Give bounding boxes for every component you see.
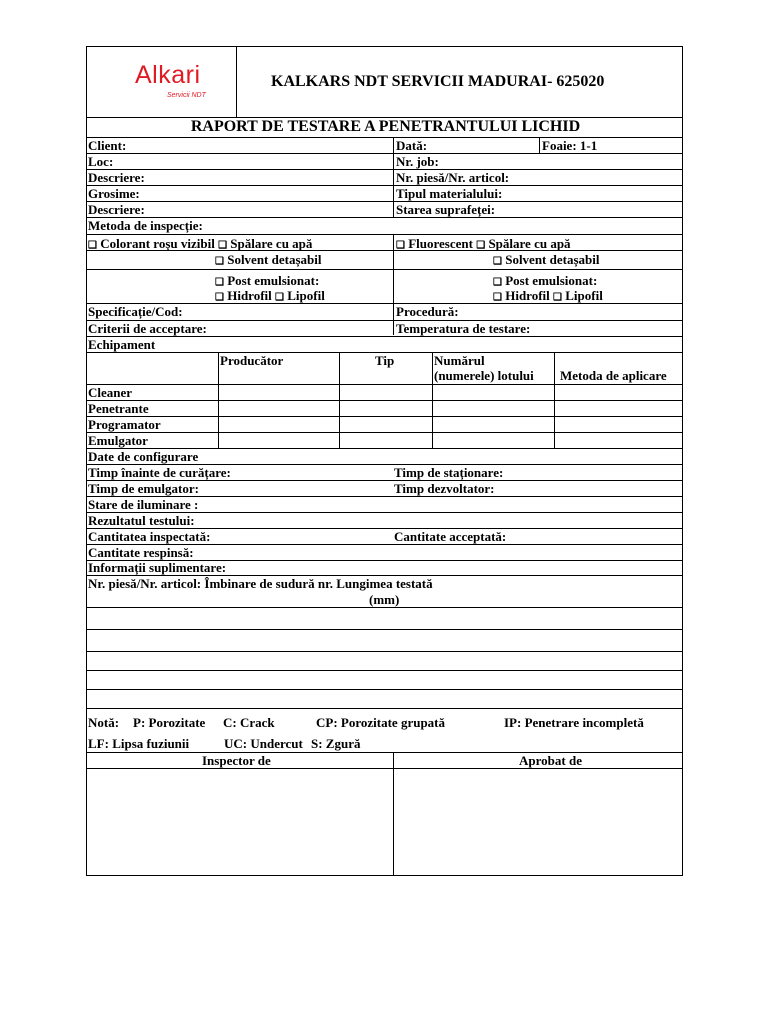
description2-label: Descriere:	[88, 202, 145, 217]
lot-number-header-line1: Numărul	[434, 353, 485, 368]
checkbox-icon: ❑	[215, 277, 224, 288]
job-number-label: Nr. job:	[396, 154, 439, 169]
checkbox-icon: ❑	[88, 240, 97, 251]
developer-time-label: Timp dezvoltator:	[394, 481, 495, 496]
left-hydrophilic-lipophilic[interactable]: ❑ Hidrofil ❑ Lipofil	[215, 288, 325, 303]
inspector-label: Inspector de	[202, 753, 271, 768]
sheet-label: Foaie: 1-1	[542, 138, 598, 153]
right-hydrophilic-lipophilic[interactable]: ❑ Hidrofil ❑ Lipofil	[493, 288, 603, 303]
checkbox-icon: ❑	[476, 240, 486, 251]
thickness-label: Grosime:	[88, 186, 140, 201]
note-cluster-porosity: CP: Porozitate grupată	[316, 715, 446, 730]
approved-signature-box[interactable]	[394, 769, 683, 876]
report-title: RAPORT DE TESTARE A PENETRANTULUI LICHID	[190, 118, 581, 135]
checkbox-icon: ❑	[215, 292, 224, 303]
equipment-row-penetrant: Penetrante	[88, 401, 149, 416]
client-label: Client:	[88, 138, 127, 153]
emulsifier-time-label: Timp de emulgator:	[88, 481, 199, 496]
specification-label: Specificație/Cod:	[88, 304, 183, 319]
acceptance-criteria-label: Criterii de acceptare:	[88, 321, 207, 336]
note-undercut: UC: Undercut	[224, 736, 303, 751]
note-incomplete-penetration: IP: Penetrare incompletă	[504, 715, 644, 730]
lot-number-header-line2: (numerele) lotului	[434, 368, 534, 383]
note-crack: C: Crack	[223, 715, 275, 730]
company-name: KALKARS NDT SERVICII MADURAI- 625020	[271, 73, 605, 90]
lighting-condition-label: Stare de iluminare :	[88, 497, 199, 512]
application-method-header: Metoda de aplicare	[560, 368, 667, 383]
logo-divider	[236, 47, 237, 117]
quantity-accepted-label: Cantitate acceptată:	[394, 529, 507, 544]
left-post-emulsified[interactable]: ❑ Post emulsionat:	[215, 273, 320, 288]
procedure-label: Procedură:	[396, 304, 459, 319]
checkbox-icon: ❑	[396, 240, 405, 251]
quantity-rejected-label: Cantitate respinsă:	[88, 545, 194, 560]
surface-condition-label: Starea suprafeței:	[396, 202, 496, 217]
left-solvent-option[interactable]: ❑ Solvent detașabil	[215, 252, 322, 267]
date-label: Dată:	[396, 138, 428, 153]
checkbox-icon: ❑	[493, 256, 502, 267]
setup-data-label: Date de configurare	[88, 449, 199, 464]
checkbox-icon: ❑	[215, 256, 224, 267]
inspection-method-label: Metoda de inspecție:	[88, 218, 203, 233]
equipment-row-emulsifier: Emulgator	[88, 433, 148, 448]
note-slag: S: Zgură	[311, 736, 361, 751]
pre-clean-time-label: Timp înainte de curățare:	[88, 465, 231, 480]
equipment-label: Echipament	[88, 337, 156, 352]
results-header-line1: Nr. piesă/Nr. articol: Îmbinare de sudură nr. Lungimea testată	[88, 576, 433, 591]
results-header-line2: (mm)	[369, 592, 400, 607]
manufacturer-header: Producător	[220, 353, 284, 368]
additional-info-label: Informații suplimentare:	[88, 560, 227, 575]
equipment-row-developer: Programator	[88, 417, 161, 432]
right-solvent-option[interactable]: ❑ Solvent detașabil	[493, 252, 600, 267]
description-label: Descriere:	[88, 170, 145, 185]
right-post-emulsified[interactable]: ❑ Post emulsionat:	[493, 273, 598, 288]
quantity-inspected-label: Cantitatea inspectată:	[88, 529, 211, 544]
report-form	[86, 46, 683, 876]
equipment-row-cleaner: Cleaner	[88, 385, 133, 400]
location-label: Loc:	[88, 154, 114, 169]
brand-logo: Alkari	[135, 61, 201, 89]
note-lack-fusion: LF: Lipsa fuziunii	[88, 736, 190, 751]
note-porosity: P: Porozitate	[133, 715, 206, 730]
checkbox-icon: ❑	[553, 292, 562, 303]
type-header: Tip	[375, 353, 395, 368]
material-type-label: Tipul materialului:	[396, 186, 503, 201]
checkbox-icon: ❑	[275, 292, 284, 303]
brand-sub: Servicii NDT	[167, 92, 206, 99]
checkbox-icon: ❑	[218, 240, 228, 251]
method-fluorescent[interactable]: ❑ Fluorescent ❑ Spălare cu apă	[396, 236, 571, 251]
dwell-time-label: Timp de staționare:	[394, 465, 504, 480]
inspector-signature-box[interactable]	[87, 769, 393, 876]
checkbox-icon: ❑	[493, 292, 502, 303]
method-visible-dye[interactable]: ❑ Colorant roșu vizibil ❑ Spălare cu apă	[88, 236, 313, 251]
checkbox-icon: ❑	[493, 277, 502, 288]
part-number-label: Nr. piesă/Nr. articol:	[396, 170, 510, 185]
test-result-label: Rezultatul testului:	[88, 513, 195, 528]
test-temperature-label: Temperatura de testare:	[396, 321, 531, 336]
approved-by-label: Aprobat de	[519, 753, 582, 768]
note-label: Notă:	[88, 715, 120, 730]
